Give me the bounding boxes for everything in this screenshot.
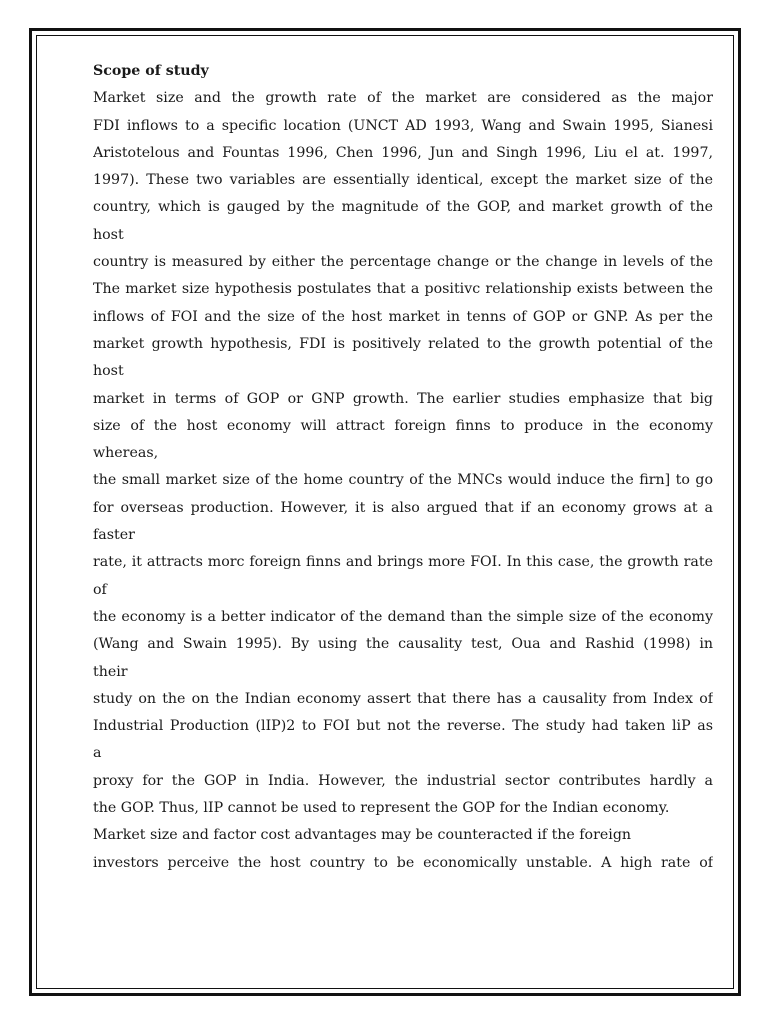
paragraph-lines [93, 85, 713, 877]
text-line: FDI inflows to a specific location (UNCT AD 1993, Wang and Swain 1995, Sianesi [93, 117, 713, 134]
section-heading: Scope of study [93, 63, 209, 79]
text-line: for overseas production. However, it is also argued that if an economy grows at a [93, 499, 713, 516]
text-line: of [93, 581, 107, 598]
text-line: country, which is gauged by the magnitude of the GOP, and market growth of the [93, 199, 713, 216]
text-line: investors perceive the host country to be economically unstable. A high rate of [93, 854, 713, 871]
text-line: inflows of FOI and the size of the host market in tenns of GOP or GNP. As per the [93, 308, 713, 325]
text-line: host [93, 363, 124, 380]
text-line: market growth hypothesis, FDI is positively related to the growth potential of the [93, 335, 713, 352]
text-line: (Wang and Swain 1995). By using the causality test, Oua and Rashid (1998) in [93, 636, 713, 653]
text-line: host [93, 226, 124, 243]
text-line: their [93, 663, 128, 680]
text-line: the small market size of the home country of the MNCs would induce the firn] to go [93, 472, 713, 489]
text-line: Market size and factor cost advantages may be counteracted if the foreign [93, 827, 632, 844]
text-line: Market size and the growth rate of the market are considered as the major [93, 90, 713, 107]
text-line: 1997). These two variables are essentially identical, except the market size of the [93, 172, 713, 189]
text-line: market in terms of GOP or GNP growth. The earlier studies emphasize that big [93, 390, 713, 407]
text-line: a [93, 745, 102, 762]
text-line: whereas, [93, 445, 159, 462]
text-line: study on the on the Indian economy assert that there has a causality from Index of [93, 690, 713, 707]
text-line: the GOP. Thus, lIP cannot be used to represent the GOP for the Indian economy. [93, 800, 670, 817]
document-body [93, 58, 713, 877]
text-line: The market size hypothesis postulates that a positivc relationship exists between the [93, 281, 713, 298]
text-line: country is measured by either the percentage change or the change in levels of the [93, 254, 713, 271]
text-line: rate, it attracts morc foreign finns and brings more FOI. In this case, the growth rate [93, 554, 713, 571]
text-line: size of the host economy will attract foreign finns to produce in the economy [93, 417, 713, 434]
text-line: Industrial Production (lIP)2 to FOI but not the reverse. The study had taken liP as [93, 718, 713, 735]
text-line: the economy is a better indicator of the demand than the simple size of the economy [93, 608, 713, 625]
text-line: faster [93, 527, 135, 544]
text-line: Aristotelous and Fountas 1996, Chen 1996, Jun and Singh 1996, Liu el at. 1997, [93, 144, 713, 161]
text-line: proxy for the GOP in India. However, the industrial sector contributes hardly a [93, 772, 713, 789]
